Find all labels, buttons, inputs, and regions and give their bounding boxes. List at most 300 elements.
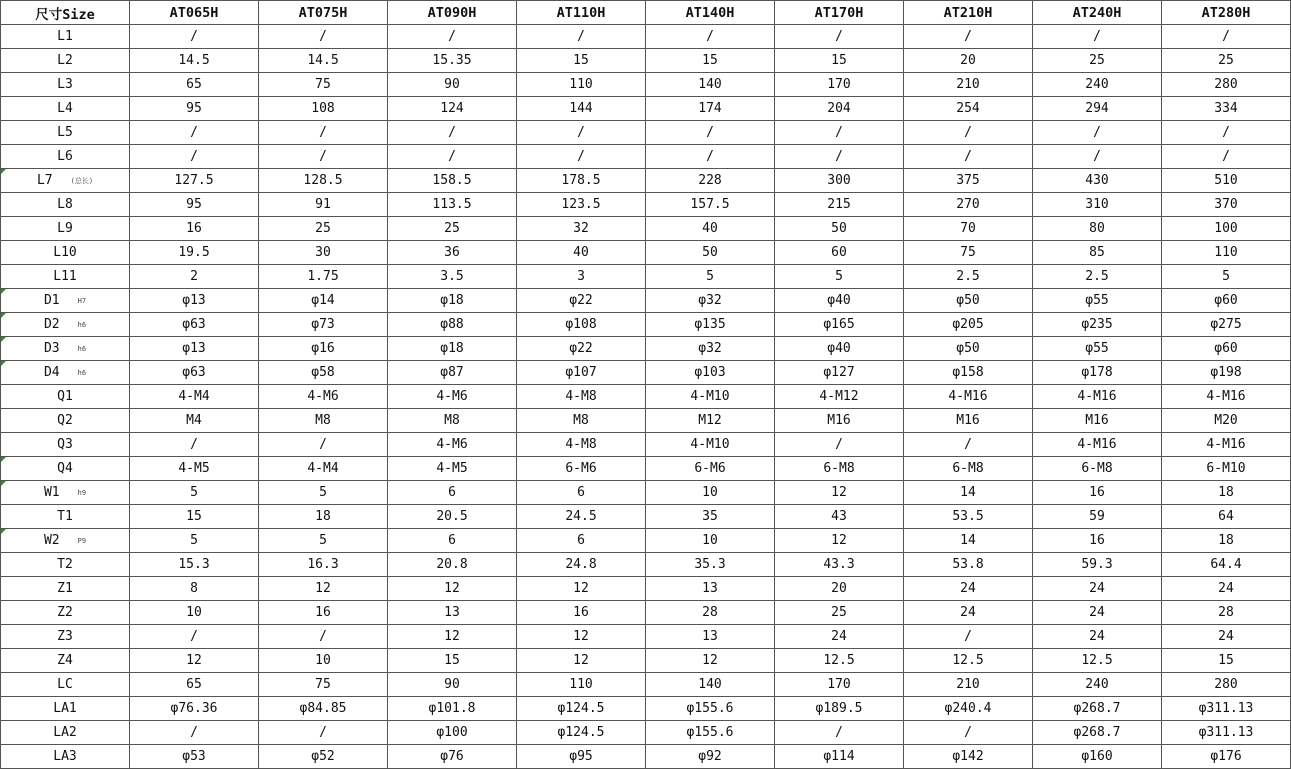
value-cell: φ268.7: [1033, 697, 1162, 721]
row-label-cell: [1, 145, 130, 169]
value-cell: M8: [259, 409, 388, 433]
row-label-cell: [1, 649, 130, 673]
value-cell: φ87: [388, 361, 517, 385]
value-cell: /: [904, 433, 1033, 457]
row-label-cell: [1, 409, 130, 433]
value-cell: 20.8: [388, 553, 517, 577]
value-cell: φ158: [904, 361, 1033, 385]
value-cell: 50: [775, 217, 904, 241]
value-cell: 5: [130, 529, 259, 553]
value-cell: φ268.7: [1033, 721, 1162, 745]
value-cell: 59.3: [1033, 553, 1162, 577]
row-label: Q1: [57, 389, 73, 404]
value-cell: 25: [388, 217, 517, 241]
value-cell: 75: [904, 241, 1033, 265]
value-cell: φ142: [904, 745, 1033, 769]
row-label-cell: [1, 625, 130, 649]
value-cell: 24: [1033, 625, 1162, 649]
row-label-cell: [1, 601, 130, 625]
value-cell: φ88: [388, 313, 517, 337]
value-cell: 25: [775, 601, 904, 625]
row-label: L10: [53, 245, 77, 260]
value-cell: 36: [388, 241, 517, 265]
row-label-cell: [1, 745, 130, 769]
row-label-cell: [1, 73, 130, 97]
row-label-note: h6: [77, 368, 87, 377]
row-label: LA2: [53, 725, 77, 740]
value-cell: 6: [388, 529, 517, 553]
value-cell: 157.5: [646, 193, 775, 217]
value-cell: 14.5: [130, 49, 259, 73]
value-cell: φ40: [775, 337, 904, 361]
row-label: Q4: [57, 461, 73, 476]
value-cell: 294: [1033, 97, 1162, 121]
value-cell: φ73: [259, 313, 388, 337]
value-cell: 24: [1033, 577, 1162, 601]
value-cell: φ311.13: [1162, 721, 1291, 745]
row-label: Q2: [57, 413, 73, 428]
value-cell: /: [259, 121, 388, 145]
table-row: [1, 697, 1291, 721]
value-cell: M16: [1033, 409, 1162, 433]
row-label: L6: [57, 149, 73, 164]
table-row: [1, 505, 1291, 529]
table-row: [1, 169, 1291, 193]
value-cell: 18: [1162, 481, 1291, 505]
table-row: [1, 673, 1291, 697]
value-cell: 13: [388, 601, 517, 625]
table-row: [1, 433, 1291, 457]
value-cell: /: [904, 145, 1033, 169]
row-label-cell: [1, 721, 130, 745]
value-cell: 4-M8: [517, 385, 646, 409]
value-cell: 6: [517, 529, 646, 553]
row-label-cell: [1, 529, 130, 553]
value-cell: 16: [1033, 481, 1162, 505]
value-cell: φ103: [646, 361, 775, 385]
value-cell: /: [259, 25, 388, 49]
value-cell: φ18: [388, 337, 517, 361]
row-label: Z4: [57, 653, 73, 668]
value-cell: 370: [1162, 193, 1291, 217]
value-cell: 25: [259, 217, 388, 241]
row-label: D1: [43, 293, 60, 308]
value-cell: 4-M6: [388, 385, 517, 409]
value-cell: /: [259, 625, 388, 649]
value-cell: 12: [646, 649, 775, 673]
row-label-cell: [1, 25, 130, 49]
row-label: L1: [57, 29, 73, 44]
table-row: [1, 577, 1291, 601]
value-cell: 13: [646, 625, 775, 649]
value-cell: φ95: [517, 745, 646, 769]
row-label-cell: [1, 553, 130, 577]
value-cell: 270: [904, 193, 1033, 217]
row-label: LC: [57, 677, 73, 692]
model-header: AT110H: [517, 1, 646, 25]
row-label-note: h6: [77, 320, 87, 329]
value-cell: 13: [646, 577, 775, 601]
table-row: [1, 25, 1291, 49]
table-row: [1, 745, 1291, 769]
value-cell: 6-M8: [1033, 457, 1162, 481]
table-row: [1, 361, 1291, 385]
value-cell: 15: [775, 49, 904, 73]
row-label-note: (总长): [70, 176, 94, 185]
value-cell: 10: [130, 601, 259, 625]
row-label: D3: [43, 341, 60, 356]
value-cell: 12: [517, 649, 646, 673]
table-row: [1, 49, 1291, 73]
value-cell: /: [517, 25, 646, 49]
value-cell: 90: [388, 673, 517, 697]
value-cell: φ16: [259, 337, 388, 361]
row-label-cell: [1, 337, 130, 361]
value-cell: 4-M10: [646, 433, 775, 457]
row-label: L7: [36, 173, 53, 188]
table-row: [1, 241, 1291, 265]
value-cell: /: [904, 25, 1033, 49]
value-cell: 24.5: [517, 505, 646, 529]
table-row: [1, 457, 1291, 481]
value-cell: 210: [904, 673, 1033, 697]
table-row: [1, 121, 1291, 145]
row-label-cell: [1, 265, 130, 289]
row-label: L2: [57, 53, 73, 68]
value-cell: φ55: [1033, 289, 1162, 313]
cell-comment-marker: [1, 289, 6, 294]
value-cell: φ18: [388, 289, 517, 313]
value-cell: φ101.8: [388, 697, 517, 721]
row-label: T1: [57, 509, 73, 524]
row-label: L3: [57, 77, 73, 92]
value-cell: /: [775, 145, 904, 169]
value-cell: 110: [517, 73, 646, 97]
value-cell: φ275: [1162, 313, 1291, 337]
value-cell: 4-M8: [517, 433, 646, 457]
value-cell: 110: [517, 673, 646, 697]
value-cell: 4-M10: [646, 385, 775, 409]
value-cell: 210: [904, 73, 1033, 97]
model-header: AT280H: [1162, 1, 1291, 25]
model-header: AT210H: [904, 1, 1033, 25]
value-cell: φ92: [646, 745, 775, 769]
model-header: AT140H: [646, 1, 775, 25]
value-cell: 108: [259, 97, 388, 121]
value-cell: 14: [904, 529, 1033, 553]
value-cell: 14: [904, 481, 1033, 505]
table-row: [1, 217, 1291, 241]
value-cell: 24: [1162, 577, 1291, 601]
value-cell: 123.5: [517, 193, 646, 217]
value-cell: 14.5: [259, 49, 388, 73]
value-cell: 10: [259, 649, 388, 673]
value-cell: 12: [775, 481, 904, 505]
value-cell: φ107: [517, 361, 646, 385]
value-cell: φ176: [1162, 745, 1291, 769]
value-cell: φ160: [1033, 745, 1162, 769]
value-cell: 65: [130, 73, 259, 97]
value-cell: φ240.4: [904, 697, 1033, 721]
value-cell: 20.5: [388, 505, 517, 529]
value-cell: 25: [1033, 49, 1162, 73]
value-cell: φ50: [904, 337, 1033, 361]
value-cell: φ311.13: [1162, 697, 1291, 721]
value-cell: φ155.6: [646, 697, 775, 721]
value-cell: 158.5: [388, 169, 517, 193]
value-cell: φ76.36: [130, 697, 259, 721]
model-header: AT240H: [1033, 1, 1162, 25]
value-cell: 15.3: [130, 553, 259, 577]
row-label-cell: [1, 457, 130, 481]
value-cell: 16: [130, 217, 259, 241]
value-cell: φ108: [517, 313, 646, 337]
value-cell: 20: [904, 49, 1033, 73]
value-cell: 12: [517, 625, 646, 649]
value-cell: 4-M4: [130, 385, 259, 409]
value-cell: 228: [646, 169, 775, 193]
value-cell: 12: [388, 625, 517, 649]
row-label-cell: [1, 361, 130, 385]
value-cell: φ84.85: [259, 697, 388, 721]
row-label-cell: [1, 505, 130, 529]
cell-comment-marker: [1, 313, 6, 318]
row-label: L8: [57, 197, 73, 212]
value-cell: /: [646, 145, 775, 169]
value-cell: 30: [259, 241, 388, 265]
value-cell: 28: [1162, 601, 1291, 625]
table-row: [1, 553, 1291, 577]
row-label: D2: [43, 317, 60, 332]
table-row: [1, 409, 1291, 433]
value-cell: 310: [1033, 193, 1162, 217]
value-cell: 12.5: [904, 649, 1033, 673]
value-cell: 240: [1033, 73, 1162, 97]
cell-comment-marker: [1, 169, 6, 174]
value-cell: φ127: [775, 361, 904, 385]
value-cell: /: [775, 25, 904, 49]
value-cell: 5: [646, 265, 775, 289]
value-cell: 6-M6: [646, 457, 775, 481]
value-cell: 3: [517, 265, 646, 289]
value-cell: 100: [1162, 217, 1291, 241]
value-cell: 4-M16: [1033, 385, 1162, 409]
value-cell: /: [1162, 145, 1291, 169]
value-cell: 75: [259, 73, 388, 97]
value-cell: 4-M16: [1162, 433, 1291, 457]
value-cell: 170: [775, 73, 904, 97]
value-cell: /: [388, 25, 517, 49]
table-row: [1, 289, 1291, 313]
value-cell: 24: [904, 601, 1033, 625]
table-row: [1, 721, 1291, 745]
value-cell: 334: [1162, 97, 1291, 121]
value-cell: φ198: [1162, 361, 1291, 385]
value-cell: /: [904, 625, 1033, 649]
value-cell: 5: [775, 265, 904, 289]
value-cell: 12.5: [1033, 649, 1162, 673]
value-cell: 5: [259, 529, 388, 553]
value-cell: 95: [130, 97, 259, 121]
value-cell: 2: [130, 265, 259, 289]
value-cell: /: [904, 721, 1033, 745]
value-cell: 140: [646, 73, 775, 97]
value-cell: 18: [259, 505, 388, 529]
row-label-note: h6: [77, 344, 87, 353]
row-label: L5: [57, 125, 73, 140]
cell-comment-marker: [1, 481, 6, 486]
value-cell: 70: [904, 217, 1033, 241]
row-label-cell: [1, 481, 130, 505]
row-label: LA1: [53, 701, 77, 716]
value-cell: 10: [646, 529, 775, 553]
row-label-cell: [1, 433, 130, 457]
value-cell: /: [130, 145, 259, 169]
value-cell: 128.5: [259, 169, 388, 193]
row-label: Z1: [57, 581, 73, 596]
value-cell: 6-M10: [1162, 457, 1291, 481]
value-cell: 24: [1162, 625, 1291, 649]
row-label-cell: [1, 97, 130, 121]
value-cell: 40: [646, 217, 775, 241]
value-cell: 85: [1033, 241, 1162, 265]
row-label-cell: [1, 673, 130, 697]
value-cell: 4-M5: [388, 457, 517, 481]
header-row: [1, 1, 1291, 25]
table-row: [1, 625, 1291, 649]
value-cell: 12: [130, 649, 259, 673]
row-label: L4: [57, 101, 73, 116]
row-label-cell: [1, 49, 130, 73]
value-cell: 20: [775, 577, 904, 601]
value-cell: 16.3: [259, 553, 388, 577]
value-cell: φ189.5: [775, 697, 904, 721]
table-row: [1, 145, 1291, 169]
value-cell: /: [1162, 121, 1291, 145]
value-cell: φ155.6: [646, 721, 775, 745]
value-cell: 12.5: [775, 649, 904, 673]
row-label: Z3: [57, 629, 73, 644]
cell-comment-marker: [1, 361, 6, 366]
value-cell: 144: [517, 97, 646, 121]
value-cell: /: [259, 145, 388, 169]
value-cell: φ32: [646, 289, 775, 313]
value-cell: M16: [775, 409, 904, 433]
value-cell: 15: [1162, 649, 1291, 673]
value-cell: 15: [517, 49, 646, 73]
value-cell: /: [1162, 25, 1291, 49]
value-cell: φ40: [775, 289, 904, 313]
value-cell: φ13: [130, 289, 259, 313]
value-cell: 4-M5: [130, 457, 259, 481]
value-cell: φ114: [775, 745, 904, 769]
value-cell: 12: [775, 529, 904, 553]
row-label-cell: [1, 121, 130, 145]
value-cell: 8: [130, 577, 259, 601]
value-cell: φ60: [1162, 289, 1291, 313]
value-cell: φ205: [904, 313, 1033, 337]
value-cell: 4-M6: [388, 433, 517, 457]
row-label: LA3: [53, 749, 77, 764]
value-cell: 80: [1033, 217, 1162, 241]
value-cell: φ124.5: [517, 721, 646, 745]
row-label-cell: [1, 313, 130, 337]
value-cell: M8: [388, 409, 517, 433]
row-label: T2: [57, 557, 73, 572]
value-cell: 170: [775, 673, 904, 697]
value-cell: 53.8: [904, 553, 1033, 577]
model-header: AT170H: [775, 1, 904, 25]
value-cell: 6-M8: [904, 457, 1033, 481]
value-cell: M12: [646, 409, 775, 433]
value-cell: 25: [1162, 49, 1291, 73]
cell-comment-marker: [1, 337, 6, 342]
model-header: AT065H: [130, 1, 259, 25]
row-label: Q3: [57, 437, 73, 452]
value-cell: 15.35: [388, 49, 517, 73]
value-cell: 5: [1162, 265, 1291, 289]
table-row: [1, 265, 1291, 289]
table-row: [1, 601, 1291, 625]
value-cell: /: [388, 145, 517, 169]
row-label: W1: [43, 485, 60, 500]
value-cell: 254: [904, 97, 1033, 121]
value-cell: φ135: [646, 313, 775, 337]
value-cell: φ165: [775, 313, 904, 337]
row-label-cell: [1, 385, 130, 409]
value-cell: 4-M4: [259, 457, 388, 481]
value-cell: 4-M12: [775, 385, 904, 409]
value-cell: 43: [775, 505, 904, 529]
value-cell: /: [1033, 25, 1162, 49]
table-row: [1, 529, 1291, 553]
value-cell: 95: [130, 193, 259, 217]
row-label-cell: [1, 193, 130, 217]
value-cell: 3.5: [388, 265, 517, 289]
value-cell: φ58: [259, 361, 388, 385]
value-cell: /: [646, 121, 775, 145]
value-cell: 204: [775, 97, 904, 121]
value-cell: /: [130, 25, 259, 49]
table-body: [1, 25, 1291, 769]
value-cell: φ63: [130, 313, 259, 337]
value-cell: /: [775, 121, 904, 145]
value-cell: 10: [646, 481, 775, 505]
value-cell: /: [130, 625, 259, 649]
value-cell: /: [775, 433, 904, 457]
value-cell: φ32: [646, 337, 775, 361]
value-cell: /: [130, 121, 259, 145]
value-cell: 4-M16: [1162, 385, 1291, 409]
value-cell: 90: [388, 73, 517, 97]
value-cell: 12: [517, 577, 646, 601]
value-cell: 4-M16: [904, 385, 1033, 409]
corner-header: 尺寸Size: [1, 1, 130, 25]
value-cell: 300: [775, 169, 904, 193]
table-row: [1, 337, 1291, 361]
value-cell: 430: [1033, 169, 1162, 193]
value-cell: φ235: [1033, 313, 1162, 337]
value-cell: /: [904, 121, 1033, 145]
value-cell: M4: [130, 409, 259, 433]
value-cell: 75: [259, 673, 388, 697]
value-cell: M20: [1162, 409, 1291, 433]
value-cell: 53.5: [904, 505, 1033, 529]
value-cell: 127.5: [130, 169, 259, 193]
value-cell: 240: [1033, 673, 1162, 697]
row-label: W2: [43, 533, 60, 548]
row-label-cell: [1, 289, 130, 313]
